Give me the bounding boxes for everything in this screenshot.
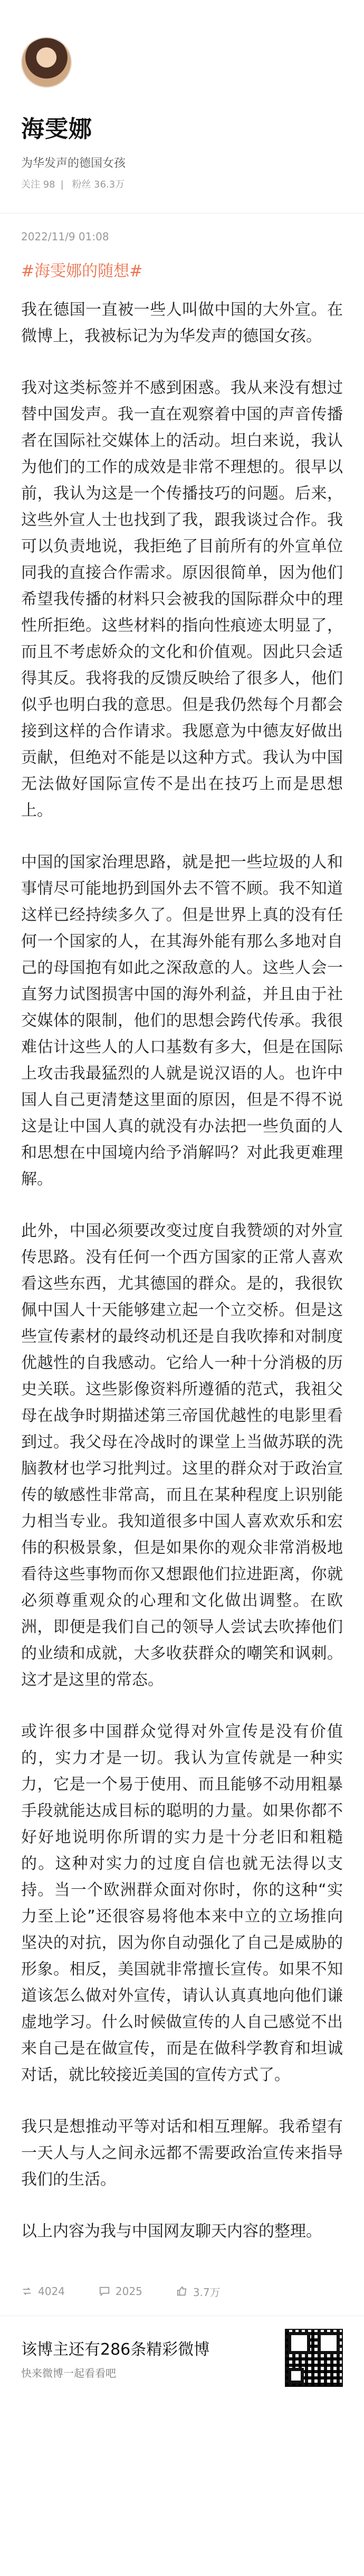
more-posts-text: 该博主还有286条精彩微博 — [21, 2340, 210, 2359]
following-count[interactable]: 关注 98 — [21, 179, 55, 190]
post-paragraph: 以上内容为我与中国网友聊天内容的整理。 — [21, 2222, 322, 2241]
post-paragraph: 中国的国家治理思路，就是把一些垃圾的人和事情尽可能地扔到国外去不管不顾。我不知道这样已经持续多久了。但是世界上真的没有任何一个国家的人，在其海外能有那么多地对自己的母国抱有如此之深敌意的人。这些人会一直努力试图损害中国的海外利益，并且由于社交媒体的限制，他们的思想会跨代传承。我很难估计这些人的人口基数有多大，但是在国际上攻击我最猛烈的人就是说汉语的人。也许中国人自己更清楚这里面的原因，但是不得不说这是让中国人真的就没有办法把一些负面的人和思想在中国境内给予消解吗？对此我更难理解。 — [21, 853, 343, 1188]
like-count: 3.7万 — [193, 2285, 221, 2299]
post-timestamp: 2022/11/9 01:08 — [21, 230, 109, 243]
profile-stats — [21, 177, 343, 191]
footer-text — [21, 2336, 209, 2380]
comment-icon — [99, 2285, 110, 2297]
repost-icon — [21, 2285, 33, 2297]
avatar[interactable] — [21, 37, 72, 88]
like-button[interactable] — [176, 2284, 221, 2299]
post-paragraph: 我在德国一直被一些人叫做中国的大外宣。在微博上，我被标记为为华发声的德国女孩。 — [21, 301, 343, 345]
post-paragraph: 或许很多中国群众觉得对外宣传是没有价值的，实力才是一切。我认为宣传就是一种实力，它是一个易于使用、而且能够不动用粗暴手段就能达成目标的聪明的力量。如果你都不好好地说明你所谓的实力是十分老旧和粗糙的。这种对实力的过度自信也就无法得以支持。当一个欧洲群众面对你时，你的这种“实力至上论”还很容易将他本来中立的立场推向坚决的对抗，因为你自动强化了自己是威胁的形象。相反，美国就非常擅长宣传。如果不知道该怎么做对外宣传，请认认真真地向他们谦虚地学习。什么时候做宣传的人自己感觉不出来自己是在做宣传，而是在做科学教育和坦诚对话，就比较接近美国的宣传方式了。 — [21, 1722, 343, 2084]
post-action-bar — [0, 2270, 364, 2302]
repost-count: 4024 — [38, 2285, 65, 2298]
repost-button[interactable] — [21, 2285, 65, 2298]
topic-hashtag-link[interactable]: #海雯娜的随想# — [21, 262, 143, 280]
profile-bio: 为华发声的德国女孩 — [21, 157, 126, 170]
post-paragraph: 此外，中国必须要改变过度自我赞颂的对外宣传思路。没有任何一个西方国家的正常人喜欢看这些东西，尤其德国的群众。是的，我很钦佩中国人十天能够建立起一个立交桥。但是这些宣传素材的最终动机还是自我吹捧和对制度优越性的自我感动。它给人一种十分消极的历史关联。这些影像资料所遵循的范式，我祖父母在战争时期描述第三帝国优越性的电影里看到过。我父母在冷战时的课堂上当做苏联的洗脑教材也学习批判过。这里的群众对于政治宣传的敏感性非常高，而且在某种程度上识别能力相当专业。我知道很多中国人喜欢欢乐和宏伟的积极景象，但是如果你的观众非常消极地看待这些事物而你又想跟他们拉进距离，你就必须尊重观众的心理和文化做出调整。在欧洲，即便是我们自己的领导人尝试去吹捧他们的业绩和成就，大多收获群众的嘲笑和讽刺。这才是这里的常态。 — [21, 1222, 343, 1689]
profile-name[interactable]: 海雯娜 — [21, 116, 92, 143]
qr-code-icon — [285, 2329, 343, 2387]
stat-separator: | — [60, 179, 64, 190]
share-footer — [0, 2316, 364, 2403]
comment-count: 2025 — [115, 2285, 142, 2298]
post-paragraph: 我只是想推动平等对话和相互理解。我希望有一天人与人之间永远都不需要政治宣传来指导我们的生活。 — [21, 2118, 343, 2189]
followers-count[interactable]: 粉丝 36.3万 — [72, 179, 125, 190]
thumbs-up-icon — [176, 2285, 188, 2297]
profile-header — [0, 0, 364, 191]
comment-button[interactable] — [99, 2285, 142, 2298]
post-paragraph: 我对这类标签并不感到困惑。我从来没有想过替中国发声。我一直在观察着中国的声音传播者在国际社交媒体上的活动。坦白来说，我认为他们的工作的成效是非常不理想的。很早以前，我认为这是一个传播技巧的问题。后来，这些外宣人士也找到了我，跟我谈过合作。我可以负责地说，我拒绝了目前所有的外宣单位同我的直接合作需求。原因很简单，因为他们希望我传播的材料只会被我的国际群众中的理性所拒绝。这些材料的指向性痕迹太明显了，而且不考虑娇众的文化和价值观。因此只会适得其反。我将我的反馈反映给了很多人，他们似乎也明白我的意思。但是我仍然每个月都会接到这样的合作请求。我愿意为中德友好做出贡献，但绝对不能是以这种方式。我认为中国无法做好国际宣传不是出在技巧上而是思想上。 — [21, 379, 343, 820]
scan-prompt: 快来微博一起看看吧 — [21, 2366, 116, 2380]
post-content — [0, 281, 364, 2245]
